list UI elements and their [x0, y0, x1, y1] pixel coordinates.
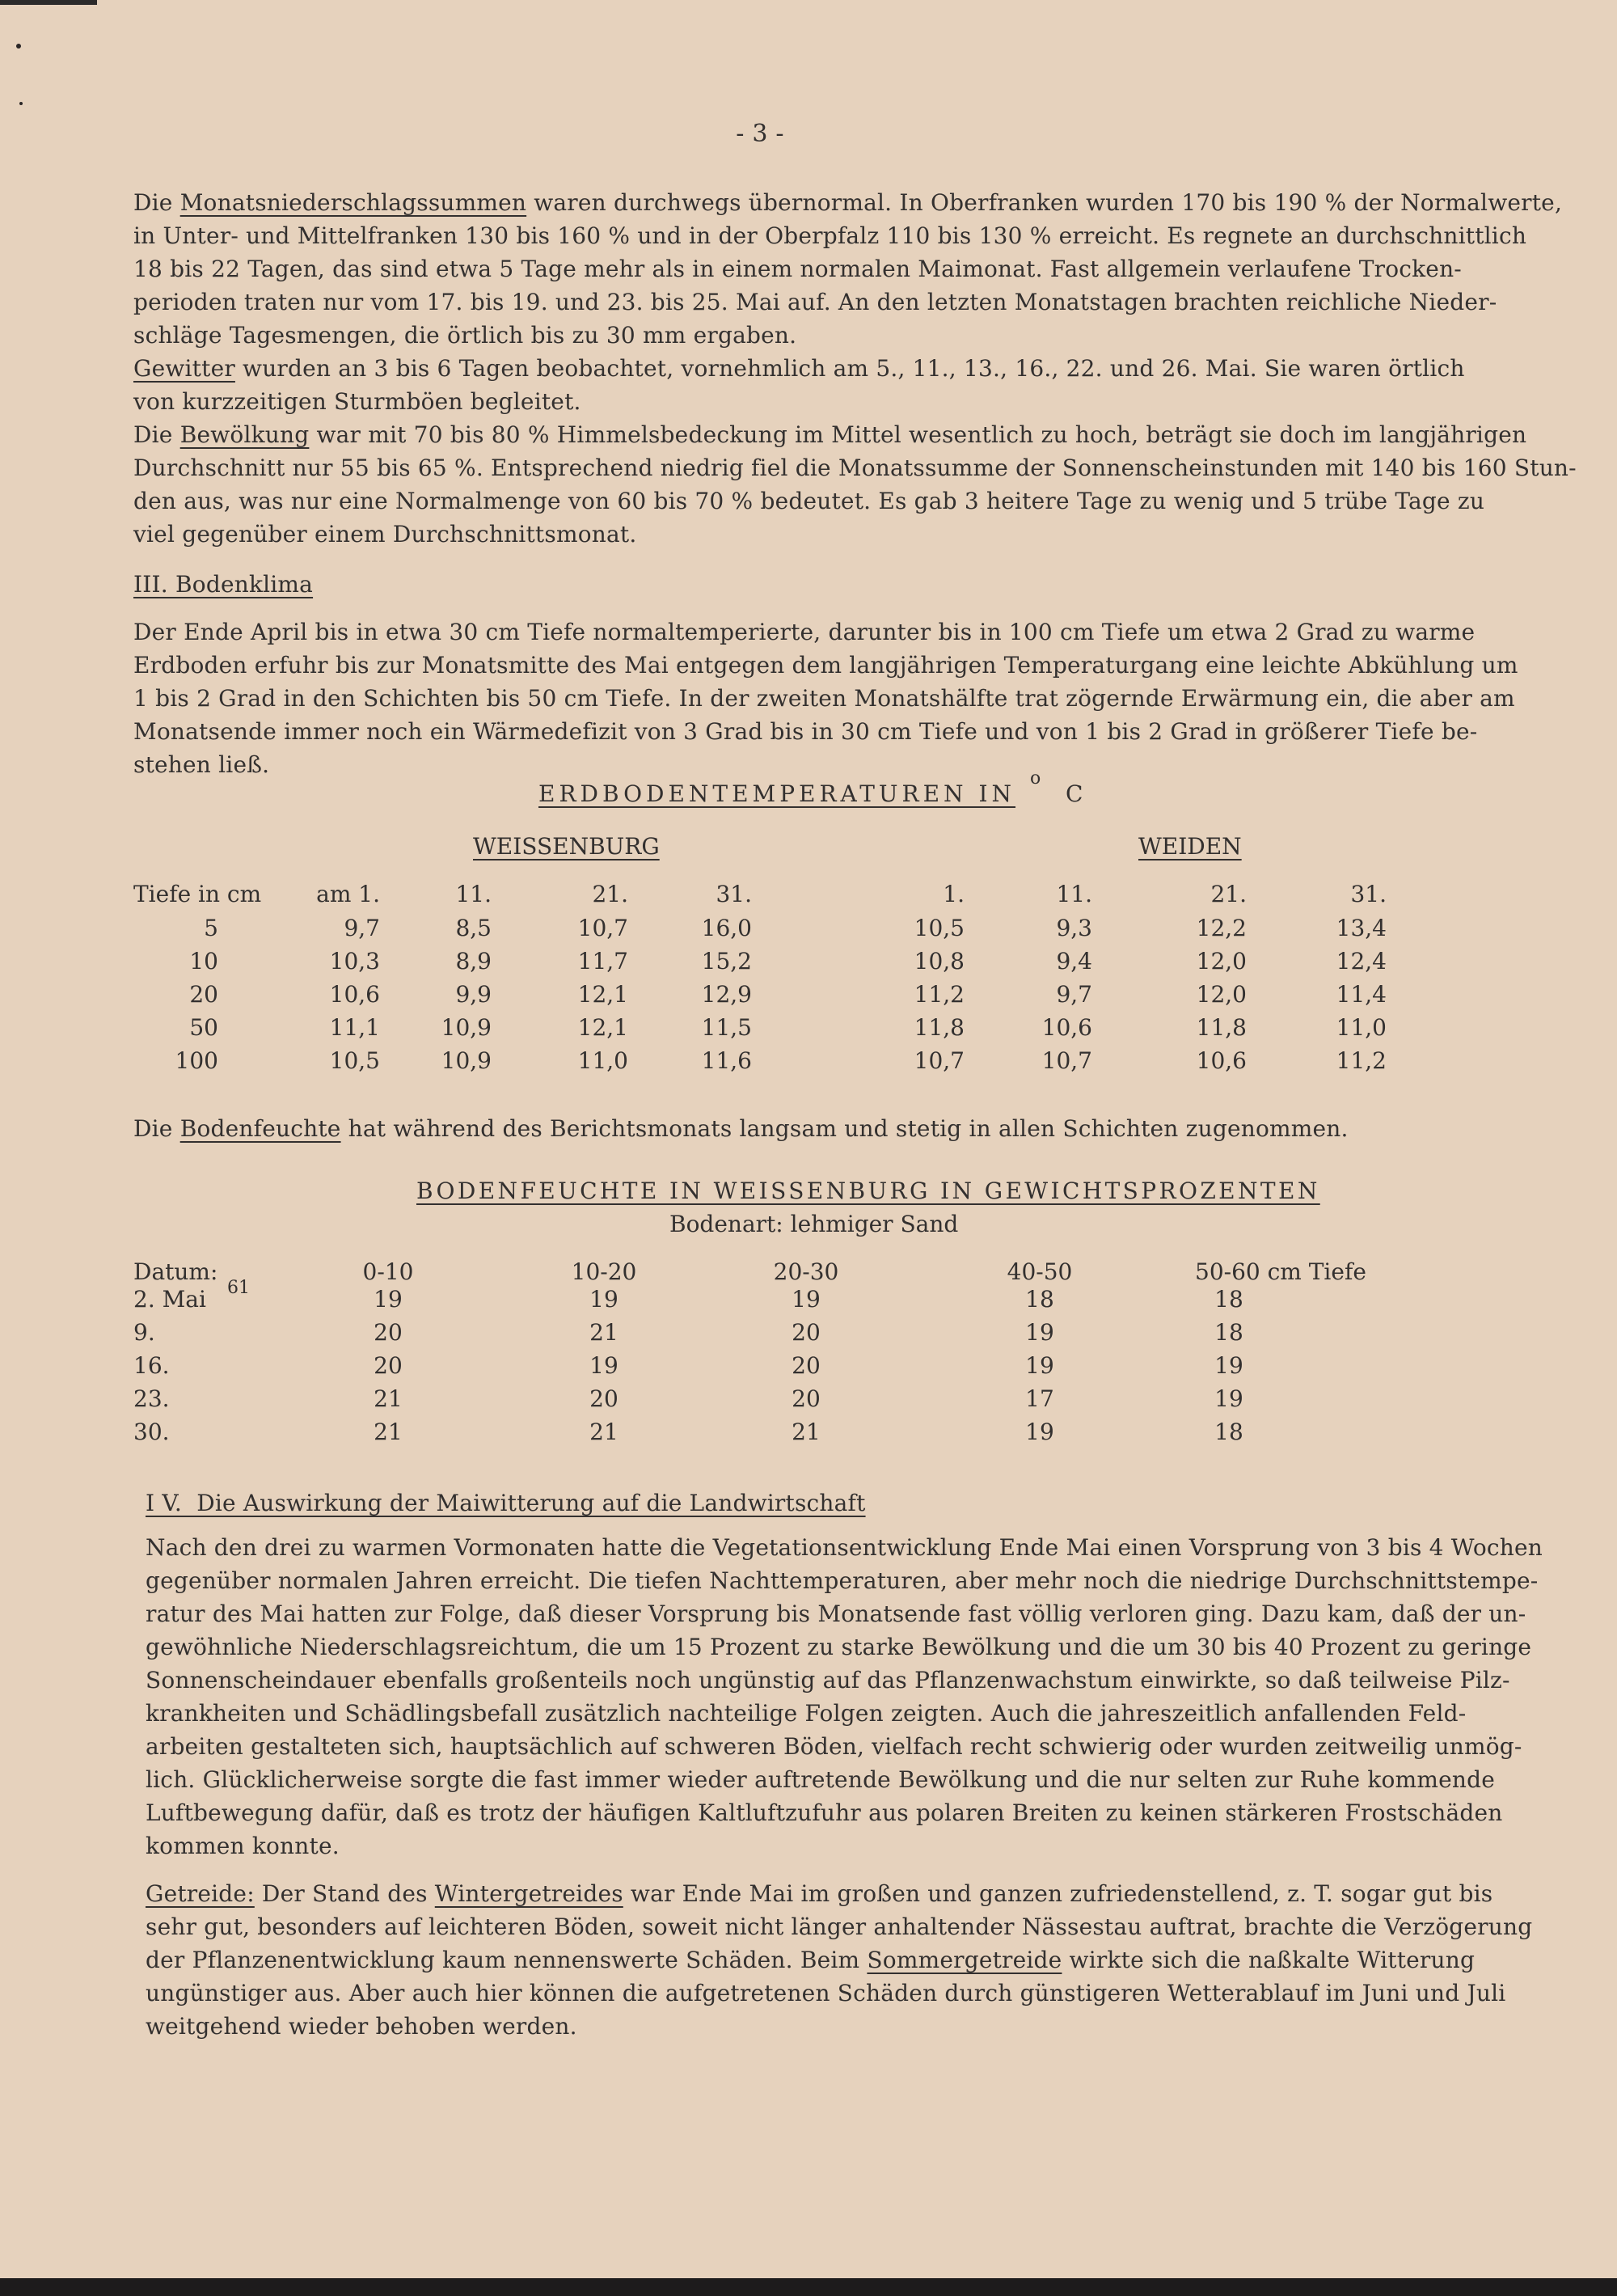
text-line: von kurzzeitigen Sturmböen begleitet. — [133, 388, 581, 415]
table-title: ERDBODENTEMPERATUREN IN — [538, 780, 1016, 807]
text-line: der Pflanzenentwicklung kaum nennenswerte Schäden. Beim Sommergetreide wirkte sich die naßkalte Witterung — [146, 1947, 1476, 1973]
date-cell: 23. — [133, 1385, 170, 1412]
text-line: weitgehend wieder behoben werden. — [146, 2013, 577, 2040]
text-line: Gewitter wurden an 3 bis 6 Tagen beobachtet, vornehmlich am 5., 11., 13., 16., 22. und 26. Mai. Sie waren örtlich — [133, 355, 1465, 382]
text-line: gewöhnliche Niederschlagsreichtum, die um 15 Prozent zu starke Bewölkung und die um 30 bis 40 Prozent zu geringe — [146, 1634, 1532, 1660]
text-line: krankheiten und Schädlingsbefall zusätzlich nachteilige Folgen zeigten. Auch die jahreszeitlich anfallenden Feld- — [146, 1700, 1467, 1727]
temperature-cell: 9,9 — [455, 981, 492, 1008]
column-header-date: Datum: — [133, 1258, 218, 1285]
temperature-cell: 10,9 — [441, 1014, 492, 1041]
column-header-depth: 50-60 cm Tiefe — [1195, 1258, 1366, 1285]
text-line: Nach den drei zu warmen Vormonaten hatte die Vegetationsentwicklung Ende Mai einen Vorsprung von 3 bis 4 Wochen — [146, 1534, 1543, 1561]
date-cell: 16. — [133, 1352, 170, 1379]
temperature-cell: 11,7 — [577, 948, 628, 975]
column-header-date: 11. — [1056, 881, 1092, 907]
page-number: - 3 - — [736, 120, 784, 148]
moisture-cell: 19 — [589, 1352, 619, 1379]
moisture-cell: 19 — [1025, 1352, 1054, 1379]
temperature-cell: 11,2 — [1336, 1047, 1387, 1074]
temperature-cell: 11,2 — [914, 981, 965, 1008]
column-header-depth: 20-30 — [773, 1258, 839, 1285]
temperature-cell: 9,7 — [344, 915, 380, 941]
column-header-date: am 1. — [316, 881, 380, 907]
temperature-cell: 12,9 — [701, 981, 752, 1008]
moisture-cell: 19 — [1025, 1419, 1054, 1445]
temperature-cell: 10,6 — [1196, 1047, 1247, 1074]
scan-bottom-edge — [0, 2278, 1617, 2296]
temperature-cell: 11,8 — [1196, 1014, 1247, 1041]
temperature-cell: 10,7 — [914, 1047, 965, 1074]
temperature-cell: 11,0 — [1336, 1014, 1387, 1041]
table-title: BODENFEUCHTE IN WEISSENBURG IN GEWICHTSPROZENTEN — [416, 1178, 1320, 1204]
temperature-cell: 10,8 — [914, 948, 965, 975]
text-line: Die Monatsniederschlagssummen waren durchwegs übernormal. In Oberfranken wurden 170 bis 190 % der Normalwerte, — [133, 189, 1563, 216]
temperature-cell: 10,6 — [1041, 1014, 1092, 1041]
temperature-cell: 10,7 — [577, 915, 628, 941]
moisture-cell: 18 — [1025, 1286, 1054, 1313]
soil-moisture-sentence: Die Bodenfeuchte hat während des Berichtsmonats langsam und stetig in allen Schichten zugenommen. — [133, 1115, 1349, 1142]
moisture-cell: 19 — [792, 1286, 821, 1313]
column-header-depth: 40-50 — [1007, 1258, 1073, 1285]
moisture-cell: 21 — [792, 1419, 821, 1445]
temperature-cell: 12,2 — [1196, 915, 1247, 941]
moisture-cell: 19 — [589, 1286, 619, 1313]
paragraph-agriculture — [146, 1531, 1543, 1863]
unit-label: C — [1066, 780, 1083, 807]
text-line: kommen konnte. — [146, 1833, 340, 1859]
moisture-cell: 20 — [792, 1352, 821, 1379]
temperature-cell: 12,1 — [577, 981, 628, 1008]
moisture-cell: 20 — [792, 1319, 821, 1346]
text-line: Getreide: Der Stand des Wintergetreides war Ende Mai im großen und ganzen zufriedenstellend, z. T. sogar gut bis — [146, 1880, 1493, 1907]
moisture-cell: 18 — [1214, 1419, 1243, 1445]
temperature-cell: 12,1 — [577, 1014, 628, 1041]
column-header-depth: 0-10 — [362, 1258, 414, 1285]
paragraph-grain — [146, 1877, 1532, 2043]
column-header-date: 11. — [455, 881, 492, 907]
temperature-cell: 11,4 — [1336, 981, 1387, 1008]
temperature-cell: 15,2 — [701, 948, 752, 975]
temperature-cell: 12,4 — [1336, 948, 1387, 975]
text-line: perioden traten nur vom 17. bis 19. und 23. bis 25. Mai auf. An den letzten Monatstagen brachten reichliche Nieder- — [133, 289, 1497, 315]
table-subtitle: Bodenart: lehmiger Sand — [669, 1211, 959, 1237]
station-weissenburg: WEISSENBURG — [473, 833, 660, 860]
temperature-cell: 13,4 — [1336, 915, 1387, 941]
depth-cell: 5 — [204, 915, 218, 941]
moisture-cell: 19 — [1025, 1319, 1054, 1346]
moisture-cell: 21 — [374, 1385, 403, 1412]
text-line: gegenüber normalen Jahren erreicht. Die tiefen Nachttemperaturen, aber mehr noch die niedrige Durchschnittstempe- — [146, 1567, 1539, 1594]
scan-edge-mark — [0, 0, 97, 5]
column-header-date: 1. — [943, 881, 965, 907]
moisture-cell: 21 — [374, 1419, 403, 1445]
moisture-cell: 21 — [589, 1319, 619, 1346]
text-line: Die Bewölkung war mit 70 bis 80 % Himmelsbedeckung im Mittel wesentlich zu hoch, beträgt sie doch im langjährigen — [133, 421, 1527, 448]
text-line: den aus, was nur eine Normalmenge von 60 bis 70 % bedeutet. Es gab 3 heitere Tage zu wenig und 5 trübe Tage zu — [133, 488, 1485, 514]
temperature-cell: 9,4 — [1056, 948, 1092, 975]
moisture-cell: 18 — [1214, 1286, 1243, 1313]
text-line: 18 bis 22 Tagen, das sind etwa 5 Tage mehr als in einem normalen Maimonat. Fast allgemein verlaufene Trocken- — [133, 256, 1462, 282]
temperature-cell: 10,3 — [329, 948, 380, 975]
depth-cell: 50 — [189, 1014, 218, 1041]
moisture-cell: 20 — [792, 1385, 821, 1412]
temperature-cell: 11,8 — [914, 1014, 965, 1041]
text-line: in Unter- und Mittelfranken 130 bis 160 % und in der Oberpfalz 110 bis 130 % erreicht. Es regnete an durchschnittlich — [133, 222, 1527, 249]
temperature-cell: 9,3 — [1056, 915, 1092, 941]
moisture-cell: 21 — [589, 1419, 619, 1445]
section-heading-agriculture: I V. Die Auswirkung der Maiwitterung auf die Landwirtschaft — [146, 1490, 866, 1516]
temperature-cell: 10,6 — [329, 981, 380, 1008]
moisture-cell: 19 — [1214, 1352, 1243, 1379]
column-header-depth: 10-20 — [571, 1258, 637, 1285]
temperature-cell: 11,0 — [577, 1047, 628, 1074]
text-line: Sonnenscheindauer ebenfalls großenteils noch ungünstig auf das Pflanzenwachstum einwirkte, so daß teilweise Pilz- — [146, 1667, 1510, 1693]
text-line: Der Ende April bis in etwa 30 cm Tiefe normaltemperierte, darunter bis in 100 cm Tiefe um etwa 2 Grad zu warme — [133, 619, 1476, 645]
temperature-cell: 11,5 — [701, 1014, 752, 1041]
depth-cell: 100 — [175, 1047, 218, 1074]
temperature-cell: 10,5 — [914, 915, 965, 941]
column-header-date: 21. — [1210, 881, 1247, 907]
column-header-date: 21. — [592, 881, 628, 907]
text-line: ratur des Mai hatten zur Folge, daß dieser Vorsprung bis Monatsende fast völlig verloren ging. Dazu kam, daß der un- — [146, 1600, 1526, 1627]
temperature-cell: 10,9 — [441, 1047, 492, 1074]
date-cell: 30. — [133, 1419, 170, 1445]
text-line: stehen ließ. — [133, 751, 270, 778]
text-line: schläge Tagesmengen, die örtlich bis zu 30 mm ergaben. — [133, 322, 797, 349]
moisture-cell: 19 — [374, 1286, 403, 1313]
scan-speck — [19, 102, 23, 105]
text-line: viel gegenüber einem Durchschnittsmonat. — [133, 521, 637, 548]
temperature-cell: 12,0 — [1196, 981, 1247, 1008]
temperature-cell: 11,1 — [329, 1014, 380, 1041]
text-line: Erdboden erfuhr bis zur Monatsmitte des Mai entgegen dem langjährigen Temperaturgang eine leichte Abkühlung um — [133, 652, 1518, 679]
temperature-cell: 8,5 — [455, 915, 492, 941]
paragraph-precipitation — [133, 186, 1577, 551]
moisture-cell: 20 — [589, 1385, 619, 1412]
text-line: Luftbewegung dafür, daß es trotz der häufigen Kaltluftzufuhr aus polaren Breiten zu keinen stärkeren Frostschäden — [146, 1799, 1503, 1826]
depth-cell: 20 — [189, 981, 218, 1008]
column-header-depth: Tiefe in cm — [133, 881, 262, 907]
text-line: sehr gut, besonders auf leichteren Böden, soweit nicht länger anhaltender Nässestau auftrat, brachte die Verzögerung — [146, 1913, 1533, 1940]
temperature-cell: 10,5 — [329, 1047, 380, 1074]
column-header-date: 31. — [716, 881, 752, 907]
moisture-cell: 20 — [374, 1319, 403, 1346]
temperature-cell: 10,7 — [1041, 1047, 1092, 1074]
moisture-cell: 18 — [1214, 1319, 1243, 1346]
temperature-cell: 9,7 — [1056, 981, 1092, 1008]
text-line: 1 bis 2 Grad in den Schichten bis 50 cm Tiefe. In der zweiten Monatshälfte trat zögernde Erwärmung ein, die aber am — [133, 685, 1515, 712]
text-line: ungünstiger aus. Aber auch hier können die aufgetretenen Schäden durch günstigeren Wetterablauf im Juni und Juli — [146, 1980, 1506, 2006]
temperature-cell: 8,9 — [455, 948, 492, 975]
degree-sign: o — [1030, 768, 1041, 789]
date-cell: 2. Mai — [133, 1286, 206, 1313]
date-cell: 9. — [133, 1319, 155, 1346]
section-heading-bodenklima: III. Bodenklima — [133, 571, 314, 598]
text-line: Durchschnitt nur 55 bis 65 %. Entsprechend niedrig fiel die Monatssumme der Sonnenscheinstunden mit 140 bis 160 Stun- — [133, 455, 1577, 481]
temperature-cell: 12,0 — [1196, 948, 1247, 975]
moisture-cell: 19 — [1214, 1385, 1243, 1412]
text-line: arbeiten gestalteten sich, hauptsächlich auf schweren Böden, vielfach recht schwierig oder wurden zeitweilig unmög- — [146, 1733, 1522, 1760]
moisture-cell: 17 — [1025, 1385, 1054, 1412]
paragraph-soil-climate — [133, 615, 1520, 781]
temperature-cell: 16,0 — [701, 915, 752, 941]
column-header-date: 31. — [1350, 881, 1387, 907]
text-line: Monatsende immer noch ein Wärmedefizit von 3 Grad bis in 30 cm Tiefe und von 1 bis 2 Grad in größerer Tiefe be- — [133, 718, 1478, 745]
text-line: lich. Glücklicherweise sorgte die fast immer wieder auftretende Bewölkung und die nur selten zur Ruhe kommende — [146, 1766, 1495, 1793]
moisture-cell: 20 — [374, 1352, 403, 1379]
year-superscript: 61 — [227, 1278, 250, 1298]
station-weiden: WEIDEN — [1138, 833, 1242, 860]
depth-cell: 10 — [189, 948, 218, 975]
temperature-cell: 11,6 — [701, 1047, 752, 1074]
scan-speck — [16, 44, 21, 49]
